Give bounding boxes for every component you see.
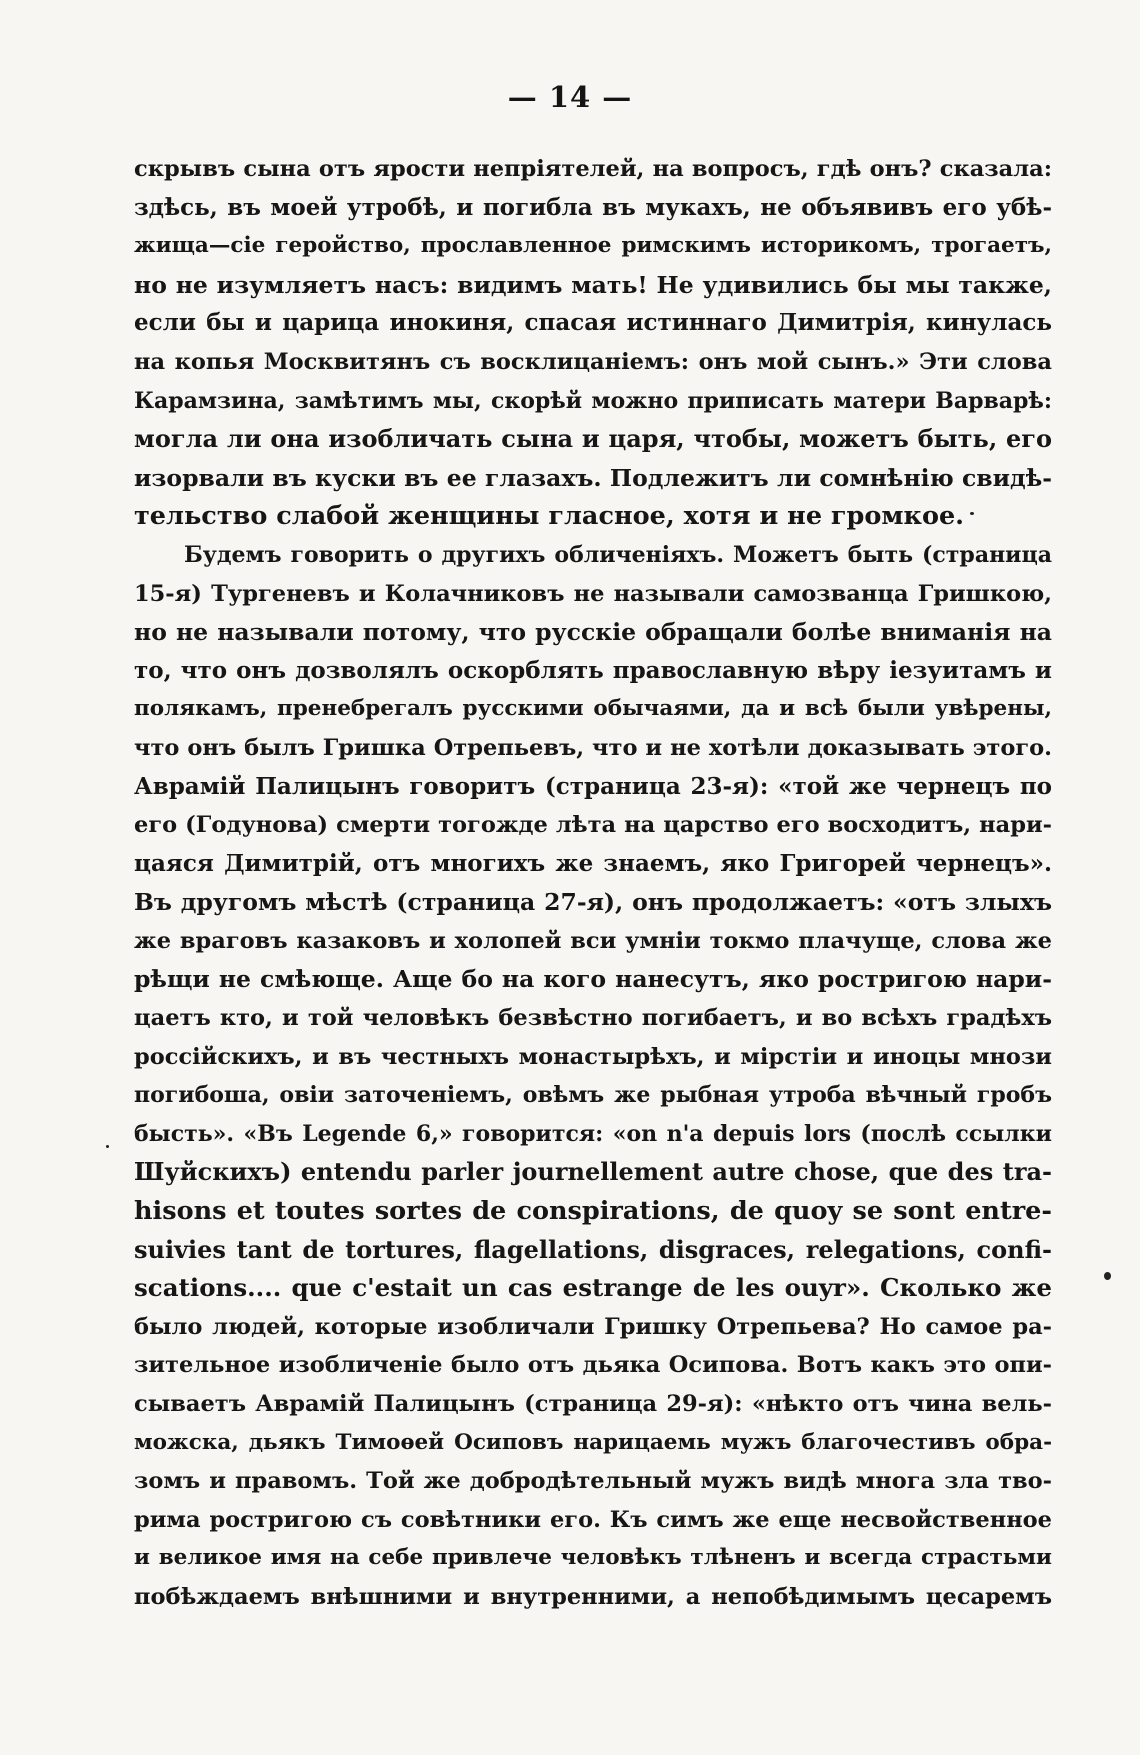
text-line: зительное изобличеніе было отъ дьяка Осипова. Вотъ какъ это опи- xyxy=(134,1352,1052,1379)
text-line: россійскихъ, и въ честныхъ монастырѣхъ, и мірстіи и иноцы мнози xyxy=(134,1043,1052,1070)
text-line: но не изумляетъ насъ: видимъ мать! Не удивились бы мы также, xyxy=(134,270,1052,299)
text-line: рима ростригою съ совѣтники его. Къ симъ же еще несвойственное xyxy=(134,1506,1052,1533)
text-line: бысть». «Въ Legende 6,» говорится: «on n'a depuis lors (послѣ ссылки xyxy=(134,1120,1052,1147)
text-line: Въ другомъ мѣстѣ (страница 27-я), онъ продолжаетъ: «отъ злыхъ xyxy=(134,888,1052,917)
text-line: цаяся Димитрій, отъ многихъ же знаемъ, яко Григорей чернецъ». xyxy=(134,849,1052,877)
text-line: жища—сіе геройство, прославленное римскимъ историкомъ, трогаетъ, xyxy=(134,233,1052,259)
text-line: если бы и царица инокиня, спасая истиннаго Димитрія, кинулась xyxy=(134,309,1052,337)
text-line: на копья Москвитянъ съ восклицаніемъ: онъ мой сынъ.» Эти слова xyxy=(134,348,1052,375)
text-line: но не называли потому, что русскіе обращали болѣе вниманія на xyxy=(134,618,1052,647)
text-line: его (Годунова) смерти тогожде лѣта на царство его восходитъ, нари- xyxy=(134,812,1052,839)
text-line: зомъ и правомъ. Той же добродѣтельный мужъ видѣ многа зла тво- xyxy=(134,1468,1052,1495)
text-line: suivies tant de tortures, flagellations, disgraces, relegations, confi- xyxy=(134,1234,1052,1264)
text-line: же враговъ казаковъ и холопей вси умніи токмо плачуще, слова же xyxy=(134,927,1052,954)
text-line: scations.... que c'estait un cas estrange de les ouyr». Сколько же xyxy=(134,1273,1052,1303)
text-line: могла ли она изобличать сына и царя, чтобы, можетъ быть, его xyxy=(134,424,1052,454)
text-line: было людей, которые изобличали Гришку Отрепьева? Но самое ра- xyxy=(134,1313,1052,1340)
text-line: рѣщи не смѣюще. Аще бо на кого нанесутъ, яко ростригою нари- xyxy=(134,965,1052,994)
text-line: hisons et toutes sortes de conspirations, de quoy se sont entre- xyxy=(134,1196,1052,1227)
text-line: Аврамій Палицынъ говоритъ (страница 23-я): «той же чернецъ по xyxy=(134,772,1052,800)
text-line: то, что онъ дозволялъ оскорблять православную вѣру іезуитамъ и xyxy=(134,656,1052,684)
body-text xyxy=(134,150,1052,1617)
print-speck xyxy=(970,512,974,515)
text-line: Шуйскихъ) entendu parler journellement autre chose, que des tra- xyxy=(134,1157,1052,1187)
page-number: — 14 — xyxy=(507,80,633,114)
text-line: можска, дьякъ Тимоѳей Осиповъ нарицаемь мужъ благочестивъ обра- xyxy=(134,1429,1052,1455)
text-line: сываетъ Аврамій Палицынъ (страница 29-я): «нѣкто отъ чина вель- xyxy=(134,1391,1052,1417)
text-line: 15-я) Тургеневъ и Колачниковъ не называли самозванца Гришкою, xyxy=(134,580,1052,607)
print-speck xyxy=(106,1145,109,1148)
text-line: скрывъ сына отъ ярости непріятелей, на вопросъ, гдѣ онъ? сказала: xyxy=(134,156,1052,182)
text-line: тельство слабой женщины гласное, хотя и не громкое. xyxy=(134,501,965,532)
text-line: погибоша, овіи заточеніемъ, овѣмъ же рыбная утроба вѣчный гробъ xyxy=(134,1082,1052,1109)
text-line: и великое имя на себе привлече человѣкъ тлѣненъ и всегда страстьми xyxy=(134,1545,1052,1571)
text-line: побѣждаемъ внѣшними и внутренними, а непобѣдимымъ цесаремъ xyxy=(134,1583,1052,1610)
print-speck xyxy=(1104,1272,1111,1280)
text-line: полякамъ, пренебрегалъ русскими обычаями, да и всѣ были увѣрены, xyxy=(134,696,1052,722)
text-line: Карамзина, замѣтимъ мы, скорѣй можно приписать матери Варварѣ: xyxy=(134,387,1052,414)
text-line: что онъ былъ Гришка Отрепьевъ, что и не хотѣли доказывать этого. xyxy=(134,734,1052,761)
text-line: Будемъ говорить о другихъ обличеніяхъ. Можетъ быть (страница xyxy=(184,541,1052,568)
text-line: изорвали въ куски въ ее глазахъ. Подлежитъ ли сомнѣнію свидѣ- xyxy=(134,463,1052,492)
text-line: цаетъ кто, и той человѣкъ безвѣстно погибаетъ, и во всѣхъ градѣхъ xyxy=(134,1005,1052,1032)
text-line: здѣсь, въ моей утробѣ, и погибла въ мукахъ, не объявивъ его убѣ- xyxy=(134,193,1052,221)
